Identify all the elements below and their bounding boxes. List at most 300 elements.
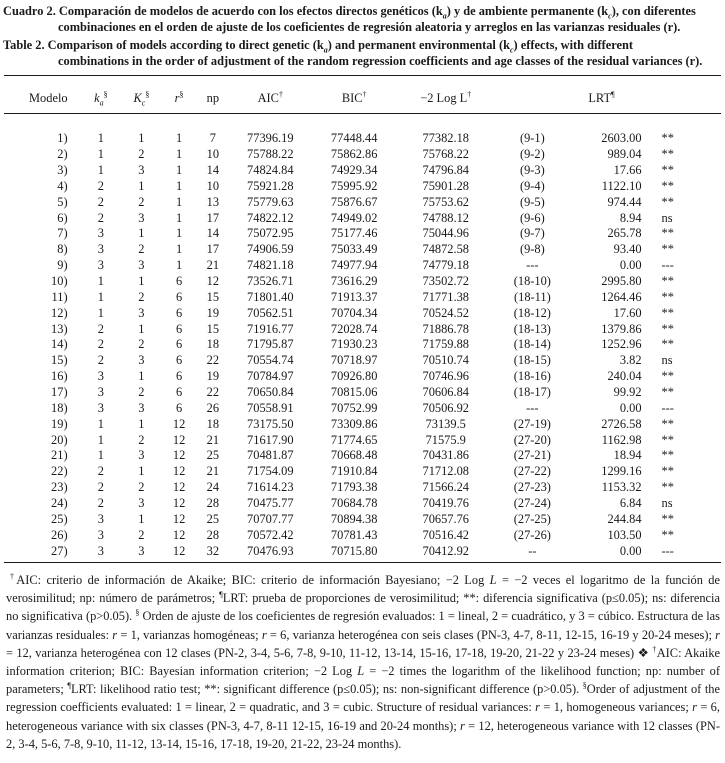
- cell-np: 13: [206, 194, 220, 209]
- cell-bic: 74949.02: [330, 210, 378, 225]
- cell-model: 20): [51, 432, 68, 447]
- cell-aic: 74906.59: [247, 242, 294, 257]
- cell-ka: 3: [97, 258, 104, 273]
- cell-lrt: 0.00: [619, 400, 642, 415]
- cell-significance: ns: [661, 353, 673, 368]
- cell-lrt: 6.84: [619, 496, 642, 511]
- table-body: [4, 115, 721, 559]
- cell-significance: **: [661, 369, 674, 384]
- cell-comparison: (27-21): [513, 448, 551, 463]
- header-np: np: [206, 91, 220, 105]
- cell-kc: 1: [138, 274, 145, 289]
- cell-aic: 77396.19: [247, 131, 294, 146]
- cell-lrt: 1162.98: [601, 432, 642, 447]
- cell-model: 27): [51, 543, 68, 558]
- cell-comparison: (18-11): [514, 289, 551, 304]
- cell-aic: 70707.77: [247, 511, 294, 526]
- cell-kc: 1: [138, 178, 145, 193]
- cell-r: 6: [175, 337, 183, 352]
- cell-lrt: 974.44: [607, 194, 642, 209]
- cell-aic: 71801.40: [247, 289, 294, 304]
- cell-comparison: (27-22): [513, 464, 551, 479]
- cell-comparison: (18-15): [513, 353, 551, 368]
- cell-lrt: 103.50: [607, 527, 642, 542]
- cell-bic: 70704.34: [330, 305, 378, 320]
- cell-log-l: 71566.24: [422, 480, 469, 495]
- cell-kc: 3: [138, 543, 145, 558]
- cell-np: 10: [206, 147, 220, 162]
- cell-r: 12: [172, 448, 186, 463]
- cell-np: 22: [206, 353, 220, 368]
- cell-kc: 3: [138, 163, 145, 177]
- caption-text: combinaciones en el orden de ajuste de los coeficientes de regresión aleatoria y arreglos en las varianzas residuales (r).: [58, 20, 681, 34]
- cell-significance: **: [661, 448, 674, 463]
- cell-kc: 2: [138, 480, 145, 495]
- cell-comparison: (27-20): [513, 432, 551, 447]
- cell-kc: 3: [138, 258, 145, 273]
- cell-ka: 3: [97, 242, 104, 257]
- cell-model: 21): [51, 448, 68, 463]
- table-row: [4, 337, 721, 353]
- cell-aic: 71617.90: [247, 432, 294, 447]
- cell-ka: 3: [97, 369, 104, 384]
- cell-bic: 73309.86: [330, 416, 378, 431]
- cell-bic: 74977.94: [330, 258, 378, 273]
- cell-lrt: 18.94: [613, 448, 642, 463]
- cell-lrt: 1252.96: [601, 337, 642, 352]
- cell-comparison: (27-26): [513, 527, 551, 542]
- cell-np: 26: [206, 400, 220, 415]
- cell-ka: 3: [97, 385, 104, 400]
- cell-log-l: 70431.86: [422, 448, 469, 463]
- cell-ka: 1: [97, 274, 104, 289]
- cell-lrt: 989.04: [607, 147, 642, 162]
- cell-comparison: (18-13): [513, 321, 551, 336]
- cell-log-l: 71712.08: [422, 464, 469, 479]
- cell-aic: 70554.74: [247, 353, 294, 368]
- header-bic: BIC†: [341, 89, 367, 105]
- cell-bic: 71774.65: [330, 432, 378, 447]
- cell-model: 16): [51, 369, 68, 384]
- cell-ka: 3: [97, 527, 104, 542]
- cell-kc: 1: [138, 511, 145, 526]
- cell-model: 6): [57, 210, 68, 225]
- cell-comparison: (18-14): [513, 337, 551, 352]
- table-row: [4, 178, 721, 194]
- cell-significance: **: [661, 511, 674, 526]
- cell-model: 25): [51, 511, 68, 526]
- table-row: [4, 527, 721, 543]
- table-bottom-rule: [4, 562, 721, 563]
- cell-log-l: 70657.76: [422, 511, 469, 526]
- cell-comparison: (27-24): [513, 496, 551, 511]
- cell-significance: **: [661, 274, 674, 289]
- cell-kc: 2: [138, 289, 145, 304]
- cell-ka: 1: [97, 432, 104, 447]
- cell-np: 18: [206, 416, 220, 431]
- cell-bic: 75876.67: [330, 194, 378, 209]
- cell-ka: 1: [97, 163, 104, 177]
- cell-r: 12: [172, 480, 186, 495]
- cell-comparison: (9-6): [519, 210, 545, 225]
- table-row: [4, 432, 721, 448]
- cell-bic: 74929.34: [330, 163, 378, 177]
- cell-model: 22): [51, 464, 68, 479]
- caption-text: ) effects, with different: [513, 38, 634, 52]
- cell-ka: 3: [97, 226, 104, 241]
- cell-significance: **: [661, 178, 674, 193]
- cell-significance: ---: [661, 400, 674, 415]
- cell-lrt: 1153.32: [601, 480, 642, 495]
- caption-text: Comparison of models according to direct genetic (k: [47, 38, 324, 52]
- cell-lrt: 17.66: [613, 163, 642, 177]
- cell-lrt: 8.94: [619, 210, 642, 225]
- cell-aic: 74821.18: [247, 258, 294, 273]
- table-header-row: [4, 82, 721, 115]
- cell-lrt: 93.40: [613, 242, 642, 257]
- cell-bic: 70781.43: [330, 527, 378, 542]
- cell-ka: 2: [97, 353, 104, 368]
- cell-bic: 70718.97: [330, 353, 378, 368]
- header-lrt: LRT¶: [588, 89, 615, 105]
- cell-kc: 2: [138, 527, 145, 542]
- header-kc: $K_c^\S$: [133, 89, 150, 108]
- model-comparison-table: [4, 82, 721, 559]
- cell-np: 21: [206, 432, 220, 447]
- cell-ka: 2: [97, 210, 104, 225]
- cell-comparison: (9-5): [519, 194, 545, 209]
- cell-np: 10: [206, 178, 220, 193]
- cell-comparison: --: [528, 543, 537, 558]
- cell-lrt: 1264.46: [601, 289, 642, 304]
- cell-np: 7: [209, 131, 216, 146]
- cell-kc: 2: [138, 194, 145, 209]
- cell-lrt: 265.78: [607, 226, 642, 241]
- table-row: [4, 321, 721, 337]
- cell-r: 12: [172, 543, 186, 558]
- cell-aic: 71754.09: [247, 464, 294, 479]
- cell-ka: 1: [97, 147, 104, 162]
- table-row: [4, 226, 721, 242]
- cell-lrt: 0.00: [619, 258, 642, 273]
- cell-comparison: (18-17): [513, 385, 551, 400]
- cell-bic: 70815.06: [330, 385, 378, 400]
- cell-model: 18): [51, 400, 68, 415]
- table-row: [4, 543, 721, 559]
- cell-log-l: 74872.58: [422, 242, 469, 257]
- cell-bic: 70668.48: [330, 448, 378, 463]
- cell-lrt: 1299.16: [601, 464, 642, 479]
- cell-np: 28: [206, 496, 220, 511]
- cell-aic: 75779.63: [247, 194, 294, 209]
- cell-significance: ---: [661, 258, 674, 273]
- cell-np: 32: [206, 543, 220, 558]
- caption-text: ) y de ambiente permanente (k: [446, 4, 609, 18]
- cell-lrt: 2995.80: [601, 274, 642, 289]
- caption-english: [3, 37, 721, 69]
- cell-lrt: 2726.58: [601, 416, 642, 431]
- header-sig: [650, 82, 721, 115]
- cell-comparison: (9-8): [519, 242, 545, 257]
- cell-model: 5): [57, 194, 68, 209]
- cell-log-l: 70506.92: [422, 400, 469, 415]
- cell-log-l: 70510.74: [422, 353, 469, 368]
- cell-r: 12: [172, 416, 186, 431]
- caption-text: ) and permanent environmental (k: [327, 38, 510, 52]
- cell-aic: 75921.28: [247, 178, 294, 193]
- header-aic: AIC†: [257, 89, 283, 105]
- cell-log-l: 75768.22: [422, 147, 469, 162]
- caption-label: Cuadro 2.: [3, 4, 56, 18]
- cell-log-l: 70746.96: [422, 369, 469, 384]
- cell-aic: 73526.71: [247, 274, 294, 289]
- cell-aic: 70558.91: [247, 400, 294, 415]
- cell-np: 25: [206, 511, 220, 526]
- cell-np: 24: [206, 480, 220, 495]
- caption-text: combinations in the order of adjustment of the random regression coefficients and age classes of the residual variances (r).: [58, 54, 703, 68]
- cell-r: 1: [175, 131, 183, 146]
- table-row: [4, 289, 721, 305]
- table-row: [4, 131, 721, 147]
- cell-kc: 3: [138, 353, 145, 368]
- cell-r: 12: [172, 496, 186, 511]
- table-row: [4, 400, 721, 416]
- cell-lrt: 1379.86: [601, 321, 642, 336]
- cell-significance: **: [661, 242, 674, 257]
- cell-kc: 1: [138, 131, 145, 146]
- cell-significance: **: [661, 464, 674, 479]
- cell-r: 12: [172, 464, 186, 479]
- cell-np: 17: [206, 210, 220, 225]
- cell-significance: ---: [661, 543, 674, 558]
- cell-bic: 70715.80: [330, 543, 378, 558]
- cell-kc: 1: [138, 464, 145, 479]
- cell-ka: 1: [97, 131, 104, 146]
- cell-comparison: (18-16): [513, 369, 551, 384]
- cell-bic: 70926.80: [330, 369, 378, 384]
- cell-bic: 75862.86: [330, 147, 378, 162]
- cell-r: 6: [175, 369, 183, 384]
- cell-comparison: (9-2): [519, 147, 545, 162]
- cell-ka: 2: [97, 178, 104, 193]
- table-row: [4, 274, 721, 290]
- cell-log-l: 71886.78: [422, 321, 469, 336]
- cell-significance: **: [661, 305, 674, 320]
- cell-comparison: (9-7): [519, 226, 545, 241]
- cell-bic: 71913.37: [330, 289, 378, 304]
- cell-log-l: 73139.5: [425, 416, 466, 431]
- cell-r: 6: [175, 274, 183, 289]
- cell-kc: 1: [138, 321, 145, 336]
- table-row: [4, 464, 721, 480]
- cell-model: 9): [57, 258, 68, 273]
- cell-kc: 3: [138, 448, 145, 463]
- caption-sub: a: [323, 45, 328, 55]
- cell-np: 21: [206, 464, 220, 479]
- cell-aic: 75072.95: [247, 226, 294, 241]
- cell-aic: 75788.22: [247, 147, 294, 162]
- cell-significance: ns: [661, 210, 673, 225]
- cell-np: 15: [206, 289, 220, 304]
- table-row: [4, 163, 721, 179]
- cell-np: 19: [206, 369, 220, 384]
- cell-log-l: 71759.88: [422, 337, 469, 352]
- cell-significance: **: [661, 289, 674, 304]
- cell-comparison: (27-23): [513, 480, 551, 495]
- cell-model: 17): [51, 385, 68, 400]
- cell-ka: 1: [97, 305, 104, 320]
- cell-r: 6: [175, 321, 183, 336]
- cell-model: 19): [51, 416, 68, 431]
- cell-r: 12: [172, 432, 186, 447]
- cell-model: 8): [57, 242, 68, 257]
- cell-aic: 70475.77: [247, 496, 294, 511]
- cell-ka: 1: [97, 416, 104, 431]
- table-row: [4, 480, 721, 496]
- cell-log-l: 70524.52: [422, 305, 469, 320]
- cell-kc: 2: [138, 432, 145, 447]
- cell-lrt: 99.92: [613, 385, 642, 400]
- cell-significance: **: [661, 416, 674, 431]
- cell-aic: 71916.77: [247, 321, 294, 336]
- cell-log-l: 70516.42: [422, 527, 469, 542]
- cell-comparison: (27-19): [513, 416, 551, 431]
- header-ka: $k_a^\S$: [94, 89, 108, 108]
- cell-r: 1: [175, 210, 183, 225]
- cell-significance: **: [661, 147, 674, 162]
- cell-bic: 71910.84: [330, 464, 378, 479]
- cell-ka: 2: [97, 194, 104, 209]
- cell-bic: 70684.78: [330, 496, 378, 511]
- cell-aic: 70572.42: [247, 527, 294, 542]
- cell-model: 13): [51, 321, 68, 336]
- cell-log-l: 70412.92: [422, 543, 469, 558]
- cell-kc: 1: [138, 226, 145, 241]
- cell-log-l: 74796.84: [422, 163, 469, 177]
- header-r: r§: [174, 89, 184, 105]
- cell-np: 14: [206, 226, 220, 241]
- cell-kc: 2: [138, 147, 145, 162]
- cell-log-l: 74788.12: [422, 210, 469, 225]
- cell-ka: 2: [97, 496, 104, 511]
- cell-significance: **: [661, 163, 674, 177]
- cell-aic: 70650.84: [247, 385, 294, 400]
- cell-significance: **: [661, 131, 674, 146]
- cell-comparison: ---: [526, 258, 539, 273]
- cell-aic: 74822.12: [247, 210, 294, 225]
- cell-r: 1: [175, 242, 183, 257]
- cell-aic: 70481.87: [247, 448, 294, 463]
- cell-log-l: 77382.18: [422, 131, 469, 146]
- cell-bic: 75177.46: [330, 226, 378, 241]
- cell-significance: **: [661, 321, 674, 336]
- cell-comparison: (9-4): [519, 178, 545, 193]
- table-row: [4, 242, 721, 258]
- caption-sub: c: [608, 11, 612, 21]
- cell-r: 6: [175, 385, 183, 400]
- cell-model: 24): [51, 496, 68, 511]
- cell-significance: **: [661, 337, 674, 352]
- cell-model: 10): [51, 274, 68, 289]
- cell-bic: 77448.44: [330, 131, 378, 146]
- cell-significance: **: [661, 385, 674, 400]
- table-row: [4, 210, 721, 226]
- cell-bic: 72028.74: [330, 321, 378, 336]
- cell-bic: 73616.29: [330, 274, 378, 289]
- cell-np: 21: [206, 258, 220, 273]
- cell-comparison: ---: [526, 400, 539, 415]
- cell-np: 25: [206, 448, 220, 463]
- cell-bic: 71793.38: [330, 480, 378, 495]
- cell-log-l: 73502.72: [422, 274, 469, 289]
- cell-log-l: 75753.62: [422, 194, 469, 209]
- cell-np: 22: [206, 385, 220, 400]
- table-row: [4, 511, 721, 527]
- cell-model: 3): [57, 163, 68, 177]
- cell-kc: 1: [138, 416, 145, 431]
- cell-np: 18: [206, 337, 220, 352]
- cell-significance: **: [661, 226, 674, 241]
- cell-r: 12: [172, 511, 186, 526]
- cell-comparison: (27-25): [513, 511, 551, 526]
- cell-np: 15: [206, 321, 220, 336]
- cell-ka: 2: [97, 321, 104, 336]
- cell-kc: 2: [138, 337, 145, 352]
- cell-ka: 1: [97, 448, 104, 463]
- cell-log-l: 74779.18: [422, 258, 469, 273]
- caption-spanish: [3, 3, 721, 35]
- cell-ka: 3: [97, 543, 104, 558]
- cell-lrt: 2603.00: [601, 131, 642, 146]
- cell-r: 6: [175, 353, 183, 368]
- cell-aic: 70476.93: [247, 543, 294, 558]
- caption-label: Table 2.: [3, 38, 45, 52]
- header-model: Modelo: [29, 91, 68, 105]
- table-row: [4, 448, 721, 464]
- cell-r: 12: [172, 527, 186, 542]
- cell-ka: 3: [97, 400, 104, 415]
- cell-ka: 3: [97, 511, 104, 526]
- caption-text: Comparación de modelos de acuerdo con los efectos directos genéticos (k: [58, 4, 443, 18]
- cell-np: 12: [206, 274, 220, 289]
- cell-r: 1: [175, 194, 183, 209]
- cell-bic: 70752.99: [330, 400, 378, 415]
- table-top-rule: [4, 75, 721, 76]
- cell-kc: 3: [138, 496, 145, 511]
- cell-r: 6: [175, 289, 183, 304]
- table-row: [4, 194, 721, 210]
- cell-r: 1: [175, 258, 183, 273]
- cell-significance: **: [661, 194, 674, 209]
- table-row: [4, 416, 721, 432]
- cell-log-l: 75044.96: [422, 226, 469, 241]
- cell-comparison: (9-3): [519, 163, 545, 177]
- cell-kc: 2: [138, 242, 145, 257]
- caption-sub: c: [509, 45, 514, 55]
- table-row: [4, 385, 721, 401]
- cell-model: 12): [51, 305, 68, 320]
- cell-np: 17: [206, 242, 220, 257]
- cell-kc: 3: [138, 400, 145, 415]
- cell-bic: 70894.38: [330, 511, 378, 526]
- cell-aic: 71614.23: [247, 480, 294, 495]
- cell-model: 2): [57, 147, 68, 162]
- cell-r: 1: [175, 226, 183, 241]
- table-row: [4, 496, 721, 512]
- cell-model: 7): [57, 226, 68, 241]
- cell-model: 26): [51, 527, 68, 542]
- cell-lrt: 17.60: [613, 305, 642, 320]
